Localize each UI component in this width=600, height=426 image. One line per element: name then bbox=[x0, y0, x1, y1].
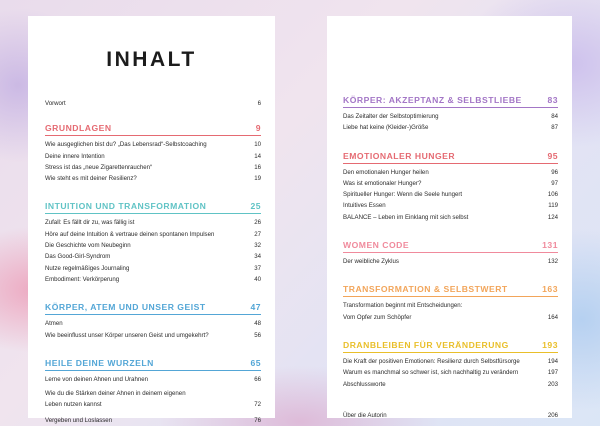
entry-title: Lerne von deinen Ahnen und Urahnen bbox=[45, 375, 149, 383]
section-divider bbox=[343, 296, 558, 297]
section-divider bbox=[45, 213, 261, 214]
section-divider bbox=[343, 107, 558, 108]
section-title: WOMEN CODE bbox=[343, 240, 410, 251]
entry-title: Zufall: Es fällt dir zu, was fällig ist bbox=[45, 219, 135, 227]
entry-page: 76 bbox=[254, 416, 261, 424]
entry-page: 124 bbox=[547, 213, 558, 221]
entry-page: 19 bbox=[254, 175, 261, 183]
entry-page: 206 bbox=[547, 411, 558, 419]
toc-entry[interactable] bbox=[45, 388, 261, 399]
entry-title: Die Kraft der positiven Emotionen: Resilienz durch Selbstfürsorge bbox=[343, 357, 520, 365]
toc-entry[interactable] bbox=[343, 367, 558, 378]
entry-page: 164 bbox=[547, 313, 558, 321]
section-divider bbox=[343, 252, 558, 253]
entry-page: 66 bbox=[254, 375, 261, 383]
entry-title: Die Geschichte vom Neubeginn bbox=[45, 242, 131, 250]
entry-page: 32 bbox=[254, 242, 261, 250]
section-emotionaler-hunger[interactable] bbox=[343, 150, 558, 162]
toc-entry[interactable] bbox=[343, 312, 558, 323]
toc-entry[interactable] bbox=[343, 189, 558, 200]
entry-page: 48 bbox=[254, 320, 261, 328]
entry-page: 6 bbox=[257, 100, 261, 107]
entry-title: Transformation beginnt mit Entscheidungen: bbox=[343, 302, 463, 310]
toc-entry[interactable] bbox=[45, 217, 261, 228]
section-page: 83 bbox=[547, 95, 558, 105]
toc-entry[interactable] bbox=[343, 356, 558, 367]
right-page bbox=[327, 16, 572, 418]
toc-entry-vorwort[interactable] bbox=[45, 98, 261, 109]
section-page: 25 bbox=[250, 201, 261, 212]
entry-page: 194 bbox=[547, 357, 558, 365]
entry-title: Über die Autorin bbox=[343, 411, 387, 419]
toc-entry[interactable] bbox=[45, 263, 261, 274]
section-title: INTUITION UND TRANSFORMATION bbox=[45, 201, 207, 212]
section-divider bbox=[45, 314, 261, 315]
toc-entry[interactable] bbox=[343, 200, 558, 211]
section-divider bbox=[45, 135, 261, 136]
toc-entry[interactable] bbox=[343, 300, 558, 311]
toc-entry[interactable] bbox=[343, 256, 558, 267]
toc-left bbox=[45, 98, 261, 426]
entry-title: Stress ist das „neue Zigarettenrauchen“ bbox=[45, 163, 153, 171]
entry-page: 96 bbox=[551, 168, 558, 176]
entry-page: 10 bbox=[254, 141, 261, 149]
entry-title: Der weibliche Zyklus bbox=[343, 258, 399, 266]
entry-title: BALANCE – Leben im Einklang mit sich selbst bbox=[343, 213, 469, 221]
entry-page: 37 bbox=[254, 264, 261, 272]
entry-title: Leben nutzen kannst bbox=[45, 401, 102, 409]
entry-page: 26 bbox=[254, 219, 261, 227]
section-title: KÖRPER, ATEM UND UNSER GEIST bbox=[45, 302, 206, 313]
entry-page: 197 bbox=[547, 369, 558, 377]
entry-title: Vergeben und Loslassen bbox=[45, 416, 113, 424]
entry-title: Spiritueller Hunger: Wenn die Seele hungert bbox=[343, 191, 463, 199]
toc-entry[interactable] bbox=[343, 111, 558, 122]
toc-right bbox=[343, 94, 558, 421]
toc-entry[interactable] bbox=[45, 330, 261, 341]
toc-entry[interactable] bbox=[45, 415, 261, 426]
entry-title: Höre auf deine Intuition & vertraue deinen spontanen Impulsen bbox=[45, 230, 215, 238]
section-title: GRUNDLAGEN bbox=[45, 123, 112, 134]
section-title: DRANBLEIBEN FÜR VERÄNDERUNG bbox=[343, 339, 509, 350]
entry-page: 16 bbox=[254, 163, 261, 171]
entry-page: 203 bbox=[547, 380, 558, 388]
entry-title: Warum es manchmal so schwer ist, sich nachhaltig zu verändern bbox=[343, 369, 519, 377]
entry-title: Deine innere Intention bbox=[45, 152, 105, 160]
entry-title: Atmen bbox=[45, 320, 63, 328]
section-divider bbox=[343, 352, 558, 353]
toc-entry[interactable] bbox=[45, 240, 261, 251]
section-title: KÖRPER: AKZEPTANZ & SELBSTLIEBE bbox=[343, 95, 522, 105]
entry-page: 72 bbox=[254, 401, 261, 409]
entry-title: Wie ausgeglichen bist du? „Das Lebensrad“-Selbstcoaching bbox=[45, 141, 207, 149]
section-koerper-akzeptanz[interactable] bbox=[343, 94, 558, 106]
section-page: 65 bbox=[250, 357, 261, 368]
toc-entry[interactable] bbox=[343, 122, 558, 133]
entry-title: Den emotionalen Hunger heilen bbox=[343, 168, 429, 176]
toc-entry[interactable] bbox=[45, 173, 261, 184]
toc-entry[interactable] bbox=[45, 151, 261, 162]
toc-entry[interactable] bbox=[343, 212, 558, 223]
section-grundlagen[interactable] bbox=[45, 122, 261, 134]
toc-entry[interactable] bbox=[343, 379, 558, 390]
toc-entry[interactable] bbox=[45, 139, 261, 150]
entry-page: 106 bbox=[547, 191, 558, 199]
section-title: HEILE DEINE WURZELN bbox=[45, 357, 154, 368]
entry-page: 27 bbox=[254, 230, 261, 238]
entry-title: Wie du die Stärken deiner Ahnen in deinem eigenen bbox=[45, 390, 186, 398]
entry-title: Vom Opfer zum Schöpfer bbox=[343, 313, 412, 321]
entry-title: Das Good-Girl-Syndrom bbox=[45, 253, 111, 261]
entry-page: 14 bbox=[254, 152, 261, 160]
toc-entry-autorin[interactable] bbox=[343, 410, 558, 421]
entry-title: Was ist emotionaler Hunger? bbox=[343, 179, 422, 187]
toc-entry[interactable] bbox=[45, 229, 261, 240]
toc-entry[interactable] bbox=[343, 178, 558, 189]
section-dranbleiben[interactable] bbox=[343, 339, 558, 351]
page-title: INHALT bbox=[106, 48, 197, 71]
toc-entry[interactable] bbox=[45, 251, 261, 262]
toc-entry[interactable] bbox=[45, 274, 261, 285]
section-transformation[interactable] bbox=[343, 283, 558, 295]
toc-entry[interactable] bbox=[45, 162, 261, 173]
entry-page: 40 bbox=[254, 275, 261, 283]
section-divider bbox=[45, 370, 261, 371]
toc-entry[interactable] bbox=[45, 399, 261, 410]
section-page: 131 bbox=[542, 240, 558, 251]
section-page: 163 bbox=[542, 284, 558, 295]
entry-title: Intuitives Essen bbox=[343, 202, 386, 210]
entry-title: Wie steht es mit deiner Resilienz? bbox=[45, 175, 137, 183]
entry-title: Vorwort bbox=[45, 100, 66, 107]
section-page: 47 bbox=[250, 302, 261, 313]
toc-entry[interactable] bbox=[45, 374, 261, 385]
section-page: 9 bbox=[255, 123, 261, 134]
section-divider bbox=[343, 163, 558, 164]
entry-page: 56 bbox=[254, 331, 261, 339]
toc-entry[interactable] bbox=[343, 167, 558, 178]
section-page: 193 bbox=[542, 339, 558, 350]
section-page: 95 bbox=[547, 150, 558, 161]
entry-page: 34 bbox=[254, 253, 261, 261]
section-women-code[interactable] bbox=[343, 239, 558, 251]
section-title: EMOTIONALER HUNGER bbox=[343, 150, 456, 161]
section-title: TRANSFORMATION & SELBSTWERT bbox=[343, 284, 508, 295]
entry-title: Embodiment: Verkörperung bbox=[45, 275, 120, 283]
entry-title: Nutze regelmäßiges Journaling bbox=[45, 264, 130, 272]
entry-title: Das Zeitalter der Selbstoptimierung bbox=[343, 113, 439, 120]
left-page bbox=[28, 16, 275, 424]
entry-title: Liebe hat keine (Kleider-)Größe bbox=[343, 124, 429, 132]
entry-page: 119 bbox=[548, 202, 558, 210]
entry-title: Abschlussworte bbox=[343, 380, 386, 388]
section-intuition[interactable] bbox=[45, 200, 261, 212]
entry-page: 84 bbox=[551, 113, 558, 120]
section-koerper-atem[interactable] bbox=[45, 301, 261, 313]
entry-page: 87 bbox=[551, 124, 558, 132]
entry-title: Wie beeinflusst unser Körper unseren Geist und umgekehrt? bbox=[45, 331, 209, 339]
section-heile[interactable] bbox=[45, 357, 261, 369]
toc-entry[interactable] bbox=[45, 318, 261, 329]
entry-page: 132 bbox=[547, 258, 558, 266]
entry-page: 97 bbox=[551, 179, 558, 187]
